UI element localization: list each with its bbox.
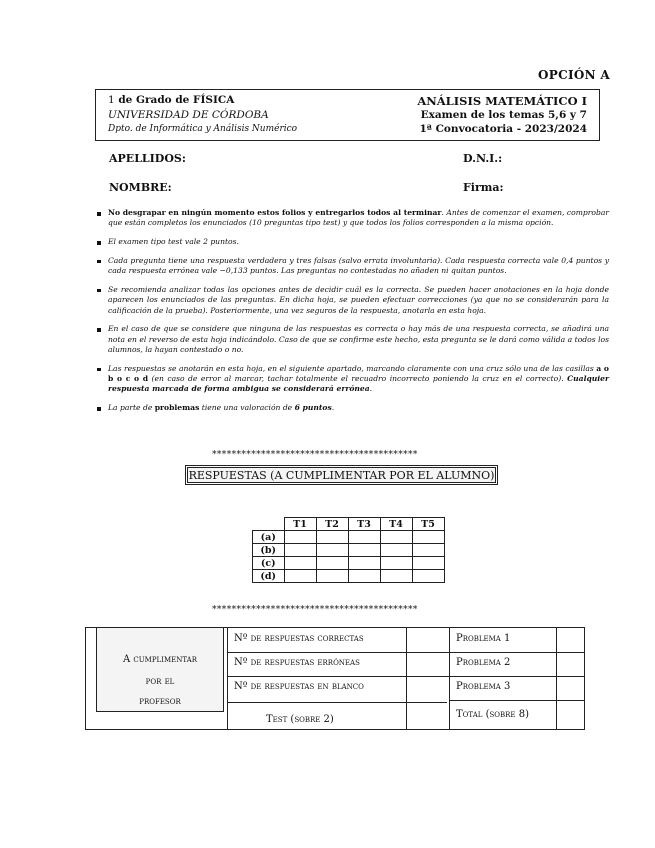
answer-cell[interactable] xyxy=(284,570,316,583)
answer-cell[interactable] xyxy=(412,544,444,557)
answer-row xyxy=(253,557,445,570)
answer-cell[interactable] xyxy=(348,570,380,583)
answer-row xyxy=(253,544,445,557)
row-label: (c) xyxy=(253,557,285,570)
total-score-label: Total (sobre 8) xyxy=(456,709,529,720)
row-label: (d) xyxy=(253,570,285,583)
exam-option: OPCIÓN A xyxy=(538,68,610,82)
answer-row xyxy=(253,570,445,583)
answer-cell[interactable] xyxy=(348,544,380,557)
answer-cell[interactable] xyxy=(412,570,444,583)
row-label: (a) xyxy=(253,531,285,544)
blank-count-label: Nº de respuestas en blanco xyxy=(234,681,364,692)
instruction-item: El examen tipo test vale 2 puntos. xyxy=(97,237,609,247)
answer-cell[interactable] xyxy=(316,544,348,557)
answer-cell[interactable] xyxy=(412,557,444,570)
name-label: NOMBRE: xyxy=(109,181,172,194)
exam-topics: Examen de los temas 5,6 y 7 xyxy=(420,109,587,121)
answer-cell[interactable] xyxy=(316,557,348,570)
answer-cell[interactable] xyxy=(380,544,412,557)
answer-cell[interactable] xyxy=(348,531,380,544)
answer-cell[interactable] xyxy=(316,531,348,544)
subject: ANÁLISIS MATEMÁTICO I xyxy=(417,94,587,108)
answer-row xyxy=(253,531,445,544)
answer-cell[interactable] xyxy=(284,531,316,544)
answer-cell[interactable] xyxy=(284,544,316,557)
column-header: T3 xyxy=(348,518,380,531)
responses-title-box xyxy=(185,465,498,485)
column-header: T5 xyxy=(412,518,444,531)
professor-label-line: profesor xyxy=(139,696,181,707)
grading-table xyxy=(85,627,585,730)
professor-label-line: por el xyxy=(145,676,175,687)
problem-3-label: Problema 3 xyxy=(456,681,511,692)
wrong-count-label: Nº de respuestas erróneas xyxy=(234,657,360,668)
problem-2-label: Problema 2 xyxy=(456,657,511,668)
instruction-item: Cada pregunta tiene una respuesta verdadera y tres falsas (salvo errata involuntaria). Cada respuesta correcta vale 0,4 puntos y cada respuesta errónea vale −0,133 puntos. Las preguntas no contestadas no añaden ni quitan puntos. xyxy=(97,256,609,277)
surnames-label: APELLIDOS: xyxy=(109,152,186,165)
column-header: T4 xyxy=(380,518,412,531)
course-name: FÍSICA xyxy=(193,94,235,106)
university: UNIVERSIDAD DE CÓRDOBA xyxy=(108,109,269,121)
instruction-item: No desgrapar en ningún momento estos folios y entregarlos todos al terminar. Antes de comenzar el examen, comprobar que están completos los enunciados (10 preguntas tipo test) y que todos los folios corresponden a la misma opción. xyxy=(97,208,609,229)
instruction-item: Las respuestas se anotarán en esta hoja, en el siguiente apartado, marcando claramente con una cruz sólo una de las casillas a o b o c o d (en caso de error al marcar, tachar totalmente el recuadro incorrecto poniendo la cruz en el correcto). Cualquier respuesta marcada de forma ambigua se considerará errónea. xyxy=(97,364,609,395)
row-label: (b) xyxy=(253,544,285,557)
column-header: T1 xyxy=(284,518,316,531)
instruction-item: La parte de problemas tiene una valoración de 6 puntos. xyxy=(97,403,609,413)
course-line xyxy=(108,94,234,106)
answer-cell[interactable] xyxy=(284,557,316,570)
problem-1-label: Problema 1 xyxy=(456,633,511,644)
answer-cell[interactable] xyxy=(348,557,380,570)
correct-count-label: Nº de respuestas correctas xyxy=(234,633,364,644)
instruction-item: En el caso de que se considere que ninguna de las respuestas es correcta o hay más de una respuesta correcta, se añadirá una nota en el reverso de esta hoja indicándolo. Caso de que se confirme este hecho, esta pregunta se le dará como válida a todos los alumnos, la hayan contestado o no. xyxy=(97,324,609,355)
answer-cell[interactable] xyxy=(316,570,348,583)
separator-stars: ****************************************** xyxy=(212,605,418,615)
answer-table-header xyxy=(253,518,445,531)
signature-label: Firma: xyxy=(463,181,504,194)
course-year: 1 xyxy=(108,94,115,106)
professor-box xyxy=(96,628,224,712)
course-mid: de Grado de xyxy=(114,94,194,106)
professor-label-line: A cumplimentar xyxy=(123,654,197,665)
corner-cell xyxy=(253,518,285,531)
column-header: T2 xyxy=(316,518,348,531)
exam-header xyxy=(95,89,600,141)
responses-title: RESPUESTAS (A CUMPLIMENTAR POR EL ALUMNO) xyxy=(188,468,495,482)
instructions-list xyxy=(97,208,609,422)
separator-stars: ****************************************** xyxy=(212,450,418,460)
department: Dpto. de Informática y Análisis Numérico xyxy=(108,124,298,134)
test-score-label: Test (sobre 2) xyxy=(266,714,334,725)
answer-cell[interactable] xyxy=(380,557,412,570)
dni-label: D.N.I.: xyxy=(463,152,503,165)
exam-call: 1ª Convocatoria - 2023/2024 xyxy=(419,123,587,135)
answer-cell[interactable] xyxy=(380,531,412,544)
answer-cell[interactable] xyxy=(380,570,412,583)
instruction-item: Se recomienda analizar todas las opciones antes de decidir cuál es la correcta. Se pueden hacer anotaciones en la hoja donde aparecen los enunciados de las preguntas. En dicha hoja, se pueden efectuar correcciones (ya que no se considerarán para la calificación de la prueba). Posteriormente, una vez seguros de la respuesta, anotarla en esta hoja. xyxy=(97,285,609,316)
answer-cell[interactable] xyxy=(412,531,444,544)
answer-table xyxy=(252,517,445,583)
